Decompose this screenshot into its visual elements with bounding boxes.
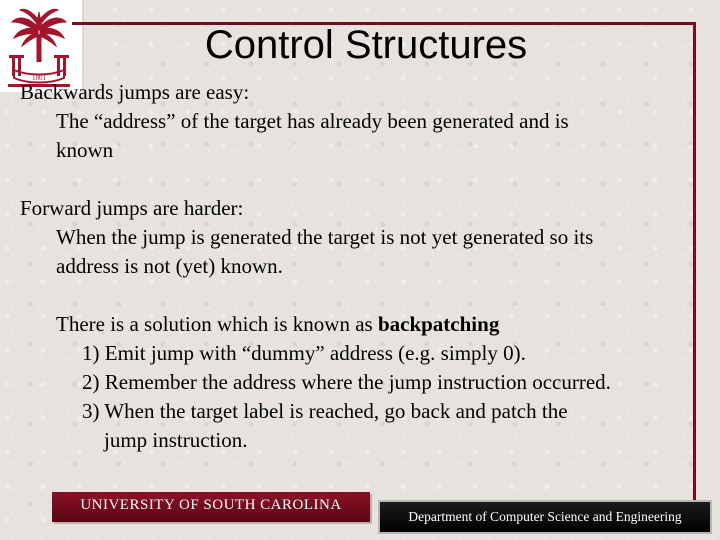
university-seal-icon <box>0 0 78 90</box>
sub-bullet-target-not-generated-2: address is not (yet) known. <box>56 254 283 278</box>
backpatching-prefix: There is a solution which is known as <box>56 312 378 336</box>
seal-year: 1801 <box>32 74 46 82</box>
bullet-forward-jumps: Forward jumps are harder: <box>20 196 244 220</box>
sub-bullet-address-known-1: The “address” of the target has already been generated and is <box>56 109 569 133</box>
sub-bullet-target-not-generated-1: When the jump is generated the target is not yet generated so its <box>56 225 594 249</box>
slide-body <box>20 78 695 455</box>
step-1-emit-jump: 1) Emit jump with “dummy” address (e.g. simply 0). <box>82 341 526 365</box>
step-2-remember-address: 2) Remember the address where the jump instruction occurred. <box>82 370 611 394</box>
footer-university-name: UNIVERSITY OF SOUTH CAROLINA <box>52 492 370 522</box>
backpatching-term: backpatching <box>377 312 500 336</box>
step-3-patch-line-2: jump instruction. <box>104 428 248 452</box>
slide-title: Control Structures <box>204 23 528 67</box>
sub-bullet-backpatching <box>20 310 695 339</box>
step-3-patch-line-1: 3) When the target label is reached, go back and patch the <box>82 399 568 423</box>
bullet-backwards-jumps: Backwards jumps are easy: <box>20 80 250 104</box>
sub-bullet-address-known-2: known <box>56 138 114 162</box>
footer-department-name: Department of Computer Science and Engineering <box>380 502 710 532</box>
